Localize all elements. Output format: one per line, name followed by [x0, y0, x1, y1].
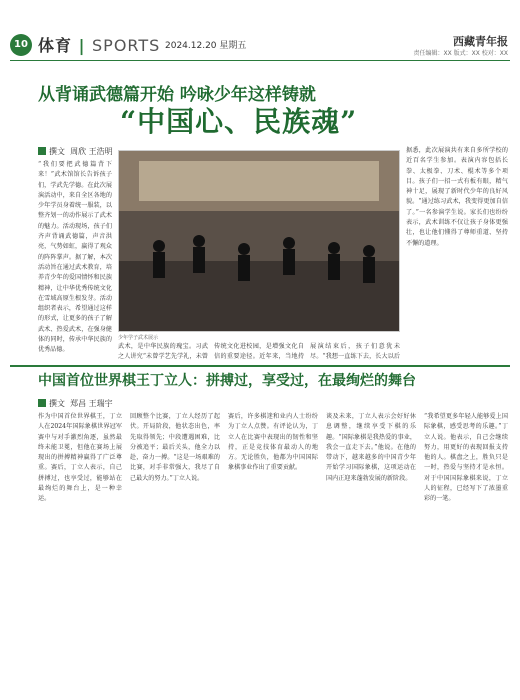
- section-en: SPORTS: [92, 36, 161, 55]
- article2-column-5: “我希望更多年轻人能够爱上国际象棋，感受思考的乐趣。”丁立人说。他表示，自己会继续努力，用更好的表现回报支持他的人。棋盘之上，胜负只是一时，热爱与坚持才是永恒。对于中国国际象棋来说，丁立人的征程，已经写下了浓墨重彩的一笔。: [424, 413, 508, 503]
- article1-column-2: 据悉，此次展演共有来自多所学校的近百名学生参加。表演内容包括长拳、太极拳、刀术、棍术等多个项目。孩子们一招一式有板有眼，精气神十足，展现了新时代少年的良好风貌。“通过练习武术，我变得更加自信了。”一名参演学生说。家长们也纷纷表示，武术训练不仅让孩子身体更强壮，也让他们懂得了尊师重道、坚持不懈的道理。: [406, 147, 508, 247]
- byline-label: 撰文: [49, 399, 65, 408]
- article2-byline: [38, 398, 113, 409]
- article2-column-3: 赛后，许多棋迷和业内人士纷纷为丁立人点赞。有评论认为，丁立人在比赛中表现出的韧性和坚持，正是竞技体育最动人的地方。无论胜负，他都为中国国际象棋事业作出了重要贡献。: [228, 413, 318, 472]
- article1-byline: [38, 146, 113, 157]
- article1-column-5: 展演结束后，孩子们意犹未尽。“我想一直练下去，长大以后: [310, 343, 400, 361]
- byline-square-icon: [38, 399, 46, 407]
- article1-column-1: “我们要把武德篇背下来！”武术馆馆长告诉孩子们，学武先学德。在此次展演活动中，来自全区各地的少年学员身着统一服装，以整齐划一的动作展示了武术的魅力。活动现场，孩子们齐声背诵武德篇，声音洪亮，气势如虹，赢得了观众的阵阵掌声。据了解，本次活动旨在通过武术教育，培养青少年的爱国情怀和民族精神，让中华优秀传统文化在雪域高原生根发芽。活动组织者表示，希望通过这样的形式，让更多的孩子了解武术、热爱武术，在强身健体的同时，传承中华民族的优秀品德。: [38, 161, 112, 354]
- newspaper-masthead: 西藏青年报: [453, 35, 508, 48]
- article2-title: 中国首位世界棋王丁立人：拼搏过，享受过，在最绚烂的舞台: [38, 373, 416, 389]
- section-cn: 体育: [38, 36, 73, 55]
- article1-title: “中国心、民族魂”: [120, 105, 358, 138]
- issue-date: 2024.12.20 星期五: [165, 41, 247, 51]
- article2-column-2: 回顾整个比赛，丁立人经历了起伏。开局阶段，他状态出色，率先取得领先；中段遭遇困难，比分被追平；最后关头，他全力以赴，奋力一搏。“这是一场艰难的比赛，对手非常强大，我尽了自己最大的努力。”丁立人说。: [130, 413, 220, 482]
- page-header: [0, 0, 520, 60]
- section-title: 体育 | SPORTS: [38, 36, 161, 55]
- article1-column-4: 传统文化进校园，是增强文化自信的重要途径。近年来，当地持: [214, 343, 304, 361]
- byline-square-icon: [38, 147, 46, 155]
- byline-names: 周欣 王浩明: [70, 147, 113, 156]
- article1-kicker: 从背诵武德篇开始 吟咏少年这样铸就: [38, 85, 316, 105]
- section-divider: [10, 365, 510, 367]
- martial-arts-photo-icon: [119, 151, 400, 332]
- article1-photo-caption: 少年学子武术展示: [118, 335, 159, 341]
- article2-column-1: 作为中国首位世界棋王，丁立人在2024年国际象棋世界冠军赛中与对手激烈角逐，虽然最终未能卫冕，但他在赛场上展现出的拼搏精神赢得了广泛尊重。赛后，丁立人表示，自己拼搏过，也享受过，能够站在最绚烂的舞台上，是一种幸运。: [38, 413, 122, 503]
- byline-label: 撰文: [49, 147, 65, 156]
- byline-names: 郑昌 王瑞宇: [70, 399, 113, 408]
- editor-credits: 责任编辑：XX 版式：XX 校对：XX: [413, 50, 508, 57]
- article1-photo: [118, 150, 400, 332]
- page-number-badge: 10: [10, 34, 32, 56]
- article2-column-4: 谈及未来，丁立人表示会好好休息调整，继续享受下棋的乐趣。“国际象棋是我热爱的事业，我会一直走下去。”他说。在他的带动下，越来越多的中国青少年开始学习国际象棋，这项运动在国内正迎来蓬勃发展的新阶段。: [326, 413, 416, 482]
- header-divider: [10, 60, 510, 61]
- article1-column-3: 武术，是中华民族的瑰宝。习武之人讲究“未曾学艺先学礼，未曾: [118, 343, 208, 361]
